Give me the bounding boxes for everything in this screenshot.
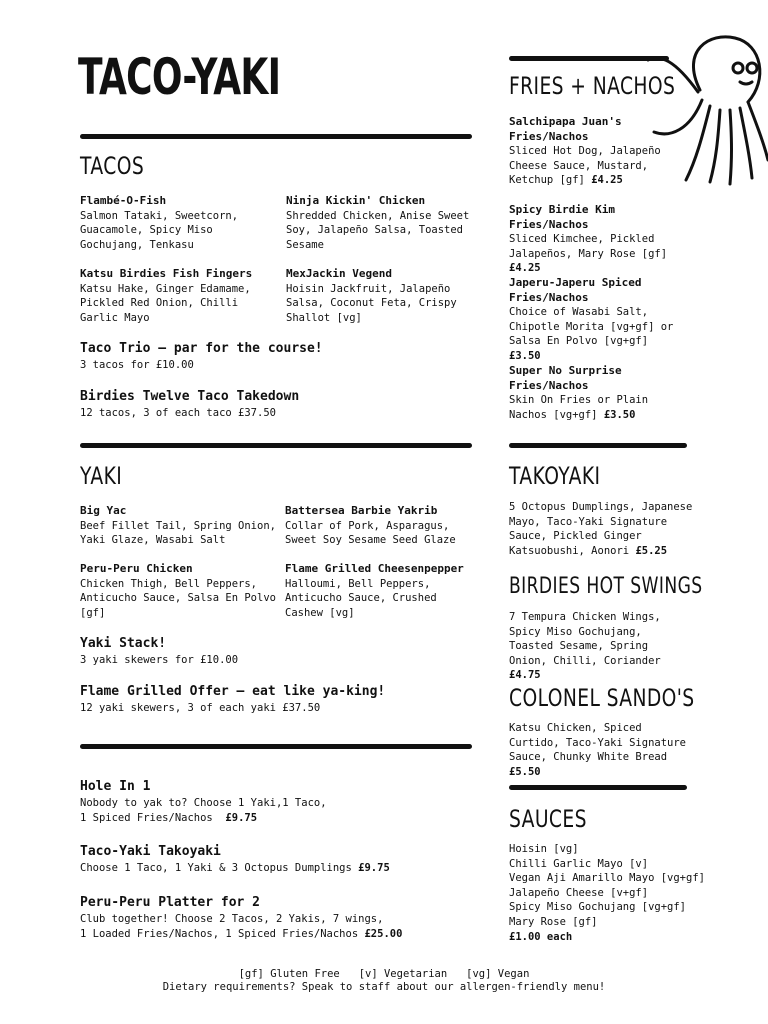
takoyaki-price: £5.25: [635, 544, 668, 557]
divider-yaki: [80, 443, 472, 448]
yaki-name: Flame Grilled Cheesenpepper: [285, 562, 464, 575]
sauce-item: Jalapeño Cheese [v+gf]: [509, 886, 649, 899]
taco-desc: Salmon Tataki, Sweetcorn, Guacamole, Spicy Miso Gochujang, Tenkasu: [80, 209, 239, 251]
fries-title: FRIES + NACHOS: [509, 72, 676, 100]
yaki-desc: Collar of Pork, Asparagus, Sweet Soy Sesame Seed Glaze: [285, 519, 456, 547]
combo-name: Peru-Peru Platter for 2: [80, 895, 261, 910]
combo-line: Choose 1 Taco, 1 Yaki & 3 Octopus Dumplings: [80, 862, 352, 874]
combo-item: [80, 778, 472, 826]
combo-item: [80, 894, 472, 942]
deal-name: Taco Trio – par for the course!: [80, 341, 323, 356]
sauce-item: Spicy Miso Gochujang [vg+gf]: [509, 901, 687, 914]
sando-price: £5.50: [509, 765, 541, 778]
divider-fries: [509, 56, 669, 61]
yaki-name: Peru-Peru Chicken: [80, 562, 193, 575]
deal-name: Yaki Stack!: [80, 636, 167, 651]
taco-name: Flambé-O-Fish: [80, 194, 167, 207]
fries-price: £4.25: [509, 262, 541, 275]
combo-line: Club together! Choose 2 Tacos, 2 Yakis, 7 wings,: [80, 913, 384, 925]
yaki-name: Big Yac: [80, 504, 127, 517]
taco-name: MexJackin Vegend: [286, 267, 392, 280]
taco-desc: Hoisin Jackfruit, Jalapeño Salsa, Coconut Feta, Crispy Shallot [vg]: [286, 282, 457, 324]
yaki-title: YAKI: [80, 462, 123, 490]
yaki-deal: [80, 635, 472, 668]
deal-desc: 3 yaki skewers for £10.00: [80, 654, 239, 666]
taco-item: [286, 267, 472, 325]
combo-name: Hole In 1: [80, 779, 151, 794]
combo-line: 1 Loaded Fries/Nachos, 1 Spiced Fries/Nachos: [80, 928, 359, 940]
takoyaki-item: [509, 500, 699, 558]
yaki-item: [285, 504, 472, 548]
sauces-price: £1.00 each: [509, 930, 573, 943]
dietary-legend: [gf] Gluten Free [v] Vegetarian [vg] Vegan: [238, 968, 530, 980]
deal-name: Birdies Twelve Taco Takedown: [80, 389, 300, 404]
sauce-item: Chilli Garlic Mayo [v]: [509, 857, 649, 870]
dietary-note: Dietary requirements? Speak to staff about our allergen-friendly menu!: [162, 980, 606, 993]
yaki-item: [285, 562, 472, 620]
divider-takoyaki: [509, 443, 687, 448]
taco-item: [80, 267, 280, 325]
deal-desc: 12 tacos, 3 of each taco £37.50: [80, 407, 276, 419]
divider-combos: [80, 744, 472, 749]
sando-item: [509, 721, 689, 779]
taco-name: Ninja Kickin' Chicken: [286, 194, 426, 207]
sauce-item: Mary Rose [gf]: [509, 915, 598, 928]
taco-desc: Katsu Hake, Ginger Edamame, Pickled Red Onion, Chilli Garlic Mayo: [80, 282, 251, 324]
combo-name: Taco-Yaki Takoyaki: [80, 844, 221, 859]
yaki-deal: [80, 683, 472, 716]
combo-line: Nobody to yak to? Choose 1 Yaki,1 Taco,: [80, 797, 327, 809]
deal-name: Flame Grilled Offer – eat like ya-king!: [80, 684, 386, 699]
deal-desc: 12 yaki skewers, 3 of each yaki £37.50: [80, 702, 321, 714]
fries-desc: Choice of Wasabi Salt, Chipotle Morita [vg+gf] or Salsa En Polvo [vg+gf]: [509, 306, 674, 348]
sando-title: COLONEL SANDO'S: [509, 684, 695, 712]
footer: [0, 968, 768, 993]
yaki-item: [80, 504, 280, 548]
taco-name: Katsu Birdies Fish Fingers: [80, 267, 253, 280]
fries-desc: Sliced Hot Dog, Jalapeño Cheese Sauce, Mustard, Ketchup [gf]: [509, 145, 661, 187]
taco-deal: [80, 340, 472, 373]
takoyaki-title: TAKOYAKI: [509, 462, 601, 490]
combo-line: 1 Spiced Fries/Nachos: [80, 812, 213, 824]
sauces-title: SAUCES: [509, 805, 587, 833]
sauce-item: Hoisin [vg]: [509, 843, 579, 855]
fries-item: [509, 115, 679, 188]
combo-price: £25.00: [364, 928, 403, 940]
combo-price: £9.75: [225, 812, 258, 824]
taco-deal: [80, 388, 472, 421]
swings-desc: 7 Tempura Chicken Wings, Spicy Miso Gochujang, Toasted Sesame, Spring Onion, Chilli, Coriander: [509, 611, 661, 667]
combo-item: [80, 843, 472, 876]
swings-title: BIRDIES HOT SWINGS: [509, 574, 703, 599]
fries-item: [509, 364, 679, 422]
sauces-list: [509, 842, 719, 944]
sauce-item: Vegan Aji Amarillo Mayo [vg+gf]: [509, 872, 705, 885]
fries-desc: Skin On Fries or Plain Nachos [vg+gf]: [509, 394, 649, 421]
fries-item: [509, 203, 699, 276]
yaki-item: [80, 562, 280, 620]
tacos-title: TACOS: [80, 152, 145, 180]
fries-name: Japeru-Japeru Spiced Fries/Nachos: [509, 276, 642, 304]
taco-desc: Shredded Chicken, Anise Sweet Soy, Jalapeño Salsa, Toasted Sesame: [286, 209, 470, 251]
divider-sauces: [509, 785, 687, 790]
yaki-desc: Chicken Thigh, Bell Peppers, Anticucho Sauce, Salsa En Polvo [gf]: [80, 577, 276, 619]
takoyaki-desc: 5 Octopus Dumplings, Japanese Mayo, Taco-Yaki Signature Sauce, Pickled Ginger Katsuobushi, Aonori: [509, 501, 693, 557]
yaki-desc: Beef Fillet Tail, Spring Onion, Yaki Glaze, Wasabi Salt: [80, 519, 276, 547]
swings-item: [509, 610, 689, 683]
fries-item: [509, 276, 684, 364]
combo-price: £9.75: [358, 862, 390, 874]
fries-name: Spicy Birdie Kim Fries/Nachos: [509, 203, 615, 231]
taco-item: [286, 194, 472, 252]
fries-name: Salchipapa Juan's Fries/Nachos: [509, 115, 622, 143]
yaki-name: Battersea Barbie Yakrib: [285, 504, 438, 517]
brand-logo: TACO-YAKI: [78, 48, 281, 106]
deal-desc: 3 tacos for £10.00: [80, 359, 194, 371]
fries-desc: Sliced Kimchee, Pickled Jalapeños, Mary Rose [gf]: [509, 233, 668, 260]
taco-item: [80, 194, 280, 252]
fries-price: £3.50: [509, 349, 541, 362]
fries-name: Super No Surprise Fries/Nachos: [509, 364, 622, 392]
swings-price: £4.75: [509, 669, 541, 682]
fries-price: £3.50: [603, 408, 636, 421]
divider-top-left: [80, 134, 472, 139]
sando-desc: Katsu Chicken, Spiced Curtido, Taco-Yaki Signature Sauce, Chunky White Bread: [509, 722, 687, 764]
fries-price: £4.25: [591, 174, 623, 187]
yaki-desc: Halloumi, Bell Peppers, Anticucho Sauce, Crushed Cashew [vg]: [285, 577, 437, 619]
